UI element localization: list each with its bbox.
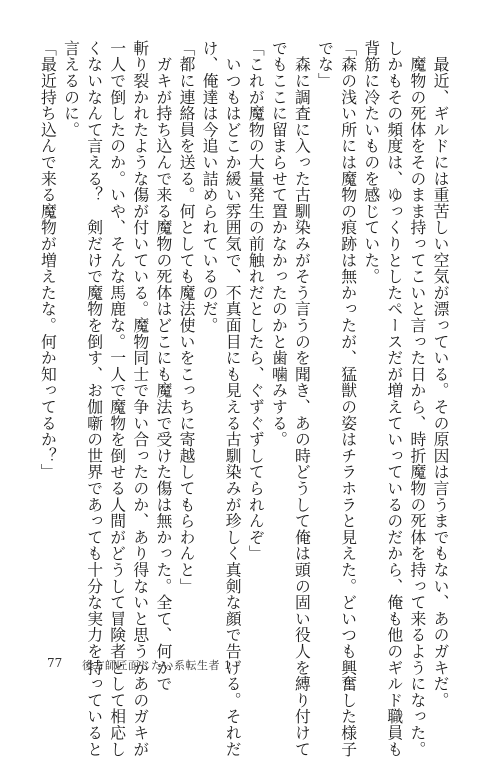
text-line: いつもはどこか緩い雰囲気で、不真面目にも見える古馴染みが珍しく真剣な顔で告げる。それだ — [223, 40, 243, 757]
text-line: 斬り裂かれたような傷が付いている。魔物同士で争い合ったのか、あり得ないと思うがあのガキが — [130, 40, 150, 757]
text-line: 魔物の死体をそのまま持ってこいと言った日から、時折魔物の死体を持って来るようになった。 — [407, 40, 427, 757]
text-line: 「森の浅い所には魔物の痕跡は無かったが、猛獣の姿はチラホラと見えた。どいつも興奮した様子 — [338, 40, 358, 757]
text-line: 最近、ギルドには重苦しい空気が漂っている。その原因は言うまでもない、あのガキだ。 — [431, 40, 450, 709]
text-line: 背筋に冷たいものを感じていた。 — [361, 40, 381, 285]
text-line: 言えるのに。 — [61, 40, 81, 138]
text-line: 「最近持ち込んで来る魔物が増えたな。何か知ってるか？」 — [38, 40, 58, 481]
text-line: しかもその頻度は、ゆっくりとしたペースだが増えていっているのだから、俺も他のギルド職員も — [384, 40, 404, 757]
text-line: 森に調査に入った古馴染みがそう言うのを聞き、あの時どうして俺は頭の固い役人を縛り付けて — [292, 40, 312, 757]
text-line: でもここに留まらせて置かなかったのかと歯噛みする。 — [269, 40, 289, 448]
running-title: 後方師匠面したい系転生者 1 — [82, 659, 232, 672]
text-line: 「都に連絡員を送る。何としても魔法使いをこっちに寄越してもらわんと」 — [176, 40, 196, 595]
page-number: 77 — [47, 656, 63, 670]
text-line: ガキが持ち込んで来る魔物の死体はどこにも魔法で受けた傷は無かった。全て、何かで — [153, 40, 173, 692]
text-line: け、俺達は今追い詰められているのだ。 — [200, 40, 220, 334]
text-line: くないなんて言える？ 剣だけで魔物を倒す、お伽噺の世界であっても十分な実力を持っていると — [84, 40, 104, 757]
text-line: 「これが魔物の大量発生の前触れだとしたら、ぐずぐずしてられんぞ」 — [246, 40, 266, 562]
text-line: 一人で倒したのか。いや、そんな馬鹿な。一人で魔物を倒せる人間がどうして冒険者として相応し — [107, 40, 127, 757]
text-line: でな」 — [315, 40, 335, 89]
